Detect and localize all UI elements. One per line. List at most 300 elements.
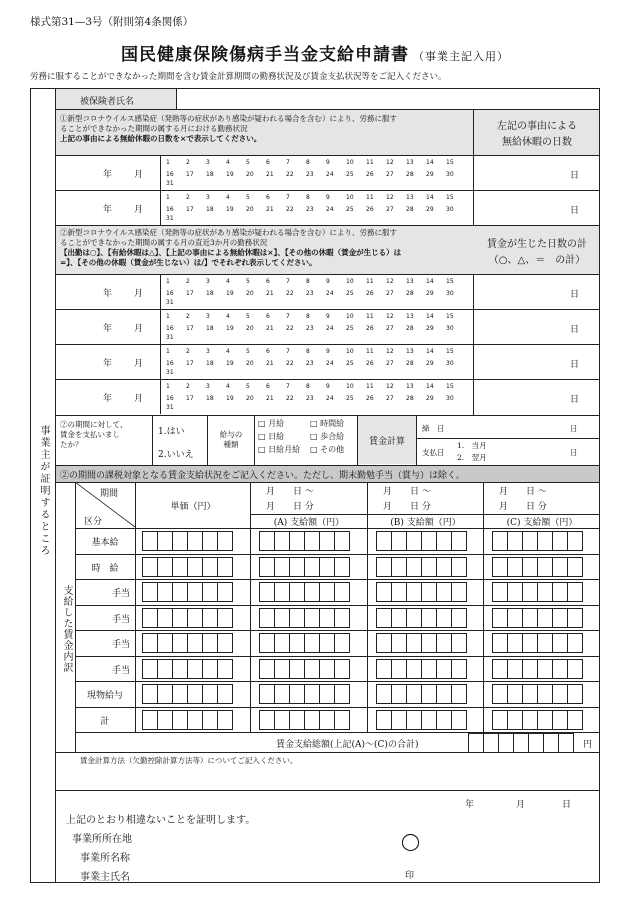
cal-day[interactable]: 26 (366, 205, 374, 213)
cal-day[interactable]: 18 (206, 359, 214, 367)
cal-day[interactable]: 13 (406, 347, 414, 355)
cal-day[interactable]: 5 (246, 312, 250, 320)
unit-price-label: 単価（円） (170, 502, 216, 512)
cal-day[interactable]: 11 (366, 193, 374, 201)
cal-day[interactable]: 1 (166, 382, 170, 390)
cal-month: 月 (134, 359, 144, 369)
cal-day[interactable]: 29 (426, 170, 434, 178)
total-amount-boxes[interactable] (468, 733, 573, 753)
cal-day[interactable]: 26 (366, 359, 374, 367)
cal-day[interactable]: 18 (206, 170, 214, 178)
payday-option-next[interactable]: 2. 翌月 (457, 453, 487, 462)
cal-day[interactable]: 7 (286, 312, 290, 320)
cal-day[interactable]: 28 (406, 394, 414, 402)
cal-day[interactable]: 21 (266, 359, 274, 367)
amount-boxes[interactable] (259, 659, 349, 679)
wage-kind-col-1[interactable]: □ 月給 □ 日給 □ 日給月給 (258, 419, 301, 454)
sec2-right-header: 賃金が生じた日数の計 （○、△、＝ の計） (487, 239, 587, 266)
divider (160, 344, 161, 379)
pay-question: ②の期間に対して、 賃金を支払いまし たか？ (60, 420, 128, 449)
cal-day[interactable]: 8 (306, 347, 310, 355)
cal-day[interactable]: 10 (346, 277, 354, 285)
cal-day[interactable]: 24 (326, 324, 334, 332)
cal-year: 年 (103, 289, 113, 299)
cal-day[interactable]: 1 (166, 312, 170, 320)
cal-day[interactable]: 23 (306, 324, 314, 332)
cal-day[interactable]: 6 (266, 347, 270, 355)
insured-name-field[interactable] (178, 90, 598, 108)
amount-boxes[interactable] (492, 684, 582, 704)
cal-day[interactable]: 31 (166, 404, 174, 411)
cal-day[interactable]: 2 (186, 382, 190, 390)
cal-day[interactable]: 17 (186, 289, 194, 297)
cal-day[interactable]: 27 (386, 394, 394, 402)
owner-name-label: 事業主氏名 (80, 872, 130, 883)
cal-day[interactable]: 22 (286, 359, 294, 367)
cal-day[interactable]: 7 (286, 347, 290, 355)
amount-boxes[interactable] (259, 684, 349, 704)
cal-day[interactable]: 27 (386, 324, 394, 332)
cal-day[interactable]: 10 (346, 193, 354, 201)
cal-day[interactable]: 25 (346, 359, 354, 367)
divider (75, 707, 600, 708)
amount-boxes[interactable] (492, 633, 582, 653)
col-b-date-from: 月 日 〜 (383, 487, 431, 497)
cal-day[interactable]: 7 (286, 193, 290, 201)
amount-boxes[interactable] (259, 557, 349, 577)
cal-day[interactable]: 5 (246, 347, 250, 355)
wage-row-label: 時 給 (91, 563, 119, 574)
cal-day[interactable]: 2 (186, 347, 190, 355)
cal-day[interactable]: 15 (446, 347, 454, 355)
cal-day[interactable]: 22 (286, 205, 294, 213)
amount-boxes[interactable] (376, 659, 466, 679)
seal-mark: 印 (405, 871, 415, 881)
cal-day[interactable]: 19 (226, 359, 234, 367)
cal-day[interactable]: 1 (166, 193, 170, 201)
cal-day[interactable]: 11 (366, 277, 374, 285)
cal-day[interactable]: 21 (266, 170, 274, 178)
cal-day[interactable]: 7 (286, 277, 290, 285)
amount-boxes[interactable] (492, 582, 582, 602)
form-number: 様式第31—3号（附則第4条関係） (30, 16, 194, 28)
cal-day[interactable]: 27 (386, 170, 394, 178)
amount-boxes[interactable] (259, 582, 349, 602)
cal-day[interactable]: 3 (206, 277, 210, 285)
cal-day[interactable]: 4 (226, 158, 230, 166)
cal-day[interactable]: 20 (246, 324, 254, 332)
cal-day[interactable]: 23 (306, 170, 314, 178)
closing-day-unit: 日 (570, 424, 578, 433)
divider (160, 190, 161, 225)
instruction-text: 労務に服することができなかった期間を含む賃金計算期間の勤務状況及び賃金支払状況等をご記入ください。 (30, 72, 447, 82)
wage-row-label: 計 (100, 716, 110, 727)
cal-day[interactable]: 29 (426, 359, 434, 367)
amount-boxes[interactable] (376, 710, 466, 730)
divider (152, 415, 153, 465)
col-c-date-from: 月 日 〜 (499, 487, 547, 497)
payday-label: 支払日 (422, 448, 445, 457)
cal-day[interactable]: 28 (406, 359, 414, 367)
cal-day[interactable]: 19 (226, 289, 234, 297)
cal-day-unit: 日 (570, 395, 580, 405)
pay-yes-option[interactable]: 1.はい (158, 427, 185, 437)
amount-boxes[interactable] (142, 659, 232, 679)
amount-boxes[interactable] (142, 633, 232, 653)
cal-day[interactable]: 14 (426, 277, 434, 285)
cal-day[interactable]: 10 (346, 312, 354, 320)
cal-day[interactable]: 15 (446, 277, 454, 285)
cal-day[interactable]: 30 (446, 394, 454, 402)
cal-day[interactable]: 8 (306, 312, 310, 320)
cal-day[interactable]: 8 (306, 193, 310, 201)
cal-day[interactable]: 13 (406, 158, 414, 166)
cal-day[interactable]: 9 (326, 382, 330, 390)
cal-day[interactable]: 20 (246, 170, 254, 178)
cal-day[interactable]: 17 (186, 359, 194, 367)
cal-day[interactable]: 15 (446, 382, 454, 390)
cal-day[interactable]: 29 (426, 324, 434, 332)
cal-day[interactable]: 26 (366, 289, 374, 297)
calendar-days[interactable] (166, 191, 471, 221)
cal-day[interactable]: 4 (226, 277, 230, 285)
cal-day[interactable]: 24 (326, 394, 334, 402)
cert-statement: 上記のとおり相違ないことを証明します。 (66, 815, 256, 826)
col-a-date-to: 月 日 分 (266, 502, 314, 512)
divider (55, 790, 600, 791)
cal-day[interactable]: 27 (386, 289, 394, 297)
cal-day[interactable]: 6 (266, 312, 270, 320)
cal-day[interactable]: 10 (346, 347, 354, 355)
cal-day[interactable]: 12 (386, 382, 394, 390)
cal-day[interactable]: 13 (406, 277, 414, 285)
cal-day[interactable]: 29 (426, 289, 434, 297)
cal-day[interactable]: 2 (186, 277, 190, 285)
seal-circle-icon: ◯ (401, 832, 421, 852)
cal-day[interactable]: 10 (346, 158, 354, 166)
cal-year: 年 (103, 359, 113, 369)
wage-row-label: 手当 (111, 640, 130, 650)
cal-day[interactable]: 23 (306, 289, 314, 297)
cal-day[interactable]: 30 (446, 324, 454, 332)
wage-calc-label: 賃金計算 (368, 437, 405, 447)
cal-day[interactable]: 20 (246, 289, 254, 297)
payday-unit: 日 (570, 448, 578, 457)
calendar-days[interactable] (166, 345, 471, 375)
cal-day[interactable]: 5 (246, 158, 250, 166)
cal-day[interactable]: 6 (266, 158, 270, 166)
cal-day[interactable]: 2 (186, 158, 190, 166)
cal-day[interactable]: 21 (266, 289, 274, 297)
amount-boxes[interactable] (259, 633, 349, 653)
wage-row-label: 手当 (111, 665, 130, 676)
cert-month: 月 (516, 800, 526, 810)
cal-day[interactable]: 12 (386, 158, 394, 166)
cal-day[interactable]: 9 (326, 312, 330, 320)
cal-day[interactable]: 11 (366, 382, 374, 390)
cal-day[interactable]: 26 (366, 324, 374, 332)
cal-day[interactable]: 11 (366, 312, 374, 320)
cal-day[interactable]: 30 (446, 359, 454, 367)
divider (160, 379, 161, 414)
divider (75, 630, 600, 631)
cal-day[interactable]: 3 (206, 193, 210, 201)
cal-day[interactable]: 17 (186, 170, 194, 178)
amount-boxes[interactable] (142, 684, 232, 704)
cal-month: 月 (134, 289, 144, 299)
cal-day[interactable]: 21 (266, 324, 274, 332)
cal-day[interactable]: 28 (406, 205, 414, 213)
cal-day[interactable]: 3 (206, 312, 210, 320)
cal-day[interactable]: 15 (446, 312, 454, 320)
cal-year: 年 (103, 324, 113, 334)
cal-day[interactable]: 15 (446, 193, 454, 201)
cal-day[interactable]: 28 (406, 289, 414, 297)
cal-day[interactable]: 13 (406, 193, 414, 201)
side-label: 事業主が証明するところ (38, 425, 49, 557)
cal-day[interactable]: 16 (166, 324, 174, 332)
cal-day[interactable]: 22 (286, 324, 294, 332)
cal-day[interactable]: 6 (266, 277, 270, 285)
cert-day: 日 (562, 800, 572, 810)
amount-boxes[interactable] (259, 531, 349, 551)
cal-day[interactable]: 29 (426, 205, 434, 213)
cal-day[interactable]: 1 (166, 277, 170, 285)
cal-day[interactable]: 31 (166, 299, 174, 306)
cal-day[interactable]: 14 (426, 312, 434, 320)
cal-day[interactable]: 23 (306, 205, 314, 213)
cal-day[interactable]: 30 (446, 205, 454, 213)
cal-day[interactable]: 2 (186, 193, 190, 201)
cal-day[interactable]: 3 (206, 158, 210, 166)
wage-row-label: 手当 (111, 614, 130, 625)
cal-day[interactable]: 25 (346, 289, 354, 297)
amount-boxes[interactable] (492, 608, 582, 628)
cal-day[interactable]: 24 (326, 359, 334, 367)
cal-day[interactable]: 4 (226, 382, 230, 390)
cal-day[interactable]: 23 (306, 359, 314, 367)
amount-boxes[interactable] (142, 710, 232, 730)
calendar-days[interactable] (166, 310, 471, 340)
cal-day[interactable]: 22 (286, 170, 294, 178)
divider (254, 415, 255, 465)
cal-day[interactable]: 26 (366, 170, 374, 178)
cal-day[interactable]: 23 (306, 394, 314, 402)
cal-day[interactable]: 17 (186, 324, 194, 332)
amount-boxes[interactable] (492, 557, 582, 577)
amount-boxes[interactable] (142, 608, 232, 628)
cal-day[interactable]: 11 (366, 347, 374, 355)
divider (75, 554, 600, 555)
cal-day[interactable]: 12 (386, 312, 394, 320)
divider (75, 528, 600, 529)
cal-day[interactable]: 5 (246, 277, 250, 285)
cal-day[interactable]: 18 (206, 394, 214, 402)
cal-day[interactable]: 6 (266, 382, 270, 390)
cal-day[interactable]: 31 (166, 334, 174, 341)
amount-boxes[interactable] (492, 531, 582, 551)
divider (75, 656, 600, 657)
cal-day[interactable]: 20 (246, 205, 254, 213)
wage-kind-label: 給与の 種類 (219, 430, 243, 449)
total-yen-unit: 円 (583, 740, 593, 750)
office-address-label: 事業所所在地 (72, 834, 132, 845)
payday-option-current[interactable]: 1. 当月 (457, 441, 487, 450)
cal-day[interactable]: 5 (246, 193, 250, 201)
amount-boxes[interactable] (492, 710, 582, 730)
cal-day[interactable]: 8 (306, 382, 310, 390)
cal-day[interactable]: 10 (346, 382, 354, 390)
cal-day[interactable]: 16 (166, 205, 174, 213)
cal-month: 月 (134, 394, 144, 404)
cal-day[interactable]: 25 (346, 324, 354, 332)
col-b-date-to: 月 日 分 (383, 502, 431, 512)
cal-day[interactable]: 29 (426, 394, 434, 402)
amount-boxes[interactable] (142, 557, 232, 577)
amount-boxes[interactable] (376, 531, 466, 551)
cal-day[interactable]: 14 (426, 193, 434, 201)
cal-day[interactable]: 24 (326, 205, 334, 213)
cal-day[interactable]: 17 (186, 394, 194, 402)
cal-day[interactable]: 3 (206, 347, 210, 355)
cal-day[interactable]: 31 (166, 215, 174, 222)
cal-day[interactable]: 19 (226, 324, 234, 332)
cal-day[interactable]: 1 (166, 158, 170, 166)
cal-day[interactable]: 27 (386, 359, 394, 367)
cal-year: 年 (103, 394, 113, 404)
cal-day[interactable]: 13 (406, 382, 414, 390)
cal-day[interactable]: 9 (326, 347, 330, 355)
cal-day[interactable]: 17 (186, 205, 194, 213)
cal-day[interactable]: 25 (346, 205, 354, 213)
cal-day[interactable]: 18 (206, 205, 214, 213)
amount-boxes[interactable] (376, 608, 466, 628)
cal-day[interactable]: 9 (326, 158, 330, 166)
calendar-days[interactable] (166, 380, 471, 410)
amount-boxes[interactable] (142, 582, 232, 602)
cal-day[interactable]: 16 (166, 359, 174, 367)
cal-day[interactable]: 16 (166, 394, 174, 402)
cal-day[interactable]: 11 (366, 158, 374, 166)
calendar-days[interactable] (166, 275, 471, 305)
cal-day[interactable]: 7 (286, 382, 290, 390)
cal-day[interactable]: 15 (446, 158, 454, 166)
cal-day[interactable]: 20 (246, 359, 254, 367)
cal-day[interactable]: 20 (246, 394, 254, 402)
cal-day[interactable]: 21 (266, 394, 274, 402)
cal-day[interactable]: 26 (366, 394, 374, 402)
cal-day-unit: 日 (570, 360, 580, 370)
cal-day[interactable]: 31 (166, 180, 174, 187)
cal-day[interactable]: 30 (446, 170, 454, 178)
cal-day[interactable]: 31 (166, 369, 174, 376)
cal-day[interactable]: 22 (286, 289, 294, 297)
divider (55, 415, 600, 416)
cal-day[interactable]: 24 (326, 289, 334, 297)
cal-day[interactable]: 19 (226, 205, 234, 213)
divider (416, 415, 417, 465)
office-name-label: 事業所名称 (80, 853, 130, 864)
amount-boxes[interactable] (142, 531, 232, 551)
cal-day[interactable]: 19 (226, 170, 234, 178)
cal-day[interactable]: 8 (306, 277, 310, 285)
pay-no-option[interactable]: 2.いいえ (158, 450, 194, 460)
cal-day[interactable]: 24 (326, 170, 334, 178)
cal-day[interactable]: 12 (386, 193, 394, 201)
wage-row-label: 手当 (111, 589, 130, 599)
calc-method-label: 賃金計算方法（欠勤控除計算方法等）についてご記入ください。 (80, 756, 298, 765)
amount-boxes[interactable] (259, 710, 349, 730)
cal-day[interactable]: 4 (226, 193, 230, 201)
cal-day[interactable]: 4 (226, 347, 230, 355)
category-label: 区分 (84, 517, 103, 527)
cal-day[interactable]: 28 (406, 170, 414, 178)
cal-day[interactable]: 7 (286, 158, 290, 166)
amount-boxes[interactable] (376, 684, 466, 704)
cal-day[interactable]: 25 (346, 394, 354, 402)
wage-kind-col-2[interactable]: □ 時間給 □ 歩合給 □ その他 (310, 419, 345, 454)
amount-boxes[interactable] (376, 557, 466, 577)
cal-day[interactable]: 4 (226, 312, 230, 320)
cal-day[interactable]: 27 (386, 205, 394, 213)
cal-day[interactable]: 21 (266, 205, 274, 213)
cal-day[interactable]: 12 (386, 277, 394, 285)
cal-day[interactable]: 16 (166, 289, 174, 297)
cal-day[interactable]: 16 (166, 170, 174, 178)
cal-day[interactable]: 5 (246, 382, 250, 390)
cal-day[interactable]: 6 (266, 193, 270, 201)
col-c-date-to: 月 日 分 (499, 502, 547, 512)
divider (55, 88, 56, 883)
total-label: 賃金支給総額(上記(A)〜(C)の合計) (276, 740, 419, 750)
cal-day-unit: 日 (570, 206, 580, 216)
cal-day[interactable]: 30 (446, 289, 454, 297)
amount-boxes[interactable] (376, 582, 466, 602)
cal-day[interactable]: 9 (326, 277, 330, 285)
amount-boxes[interactable] (259, 608, 349, 628)
divider (176, 88, 177, 109)
calc-method-field[interactable] (80, 768, 595, 786)
cal-day[interactable]: 9 (326, 193, 330, 201)
title-suffix: （事業主記入用） (413, 50, 509, 63)
amount-boxes[interactable] (492, 659, 582, 679)
cal-day[interactable]: 8 (306, 158, 310, 166)
sec1-right-header: 左記の事由による 無給休暇の日数 (497, 121, 577, 148)
cal-day[interactable]: 14 (426, 347, 434, 355)
cal-day[interactable]: 14 (426, 158, 434, 166)
col-a-date-from: 月 日 〜 (266, 487, 314, 497)
amount-boxes[interactable] (376, 633, 466, 653)
insured-name-label: 被保険者氏名 (80, 97, 135, 107)
calendar-days[interactable] (166, 156, 471, 186)
cal-day[interactable]: 22 (286, 394, 294, 402)
cal-day[interactable]: 18 (206, 324, 214, 332)
cal-day[interactable]: 3 (206, 382, 210, 390)
col-a-header: (A) 支給額（円） (273, 518, 345, 528)
wage-row-label: 現物給与 (86, 691, 123, 701)
cal-day[interactable]: 14 (426, 382, 434, 390)
cal-day[interactable]: 25 (346, 170, 354, 178)
cal-day[interactable]: 28 (406, 324, 414, 332)
closing-day-label: 締 日 (422, 424, 445, 433)
cal-day[interactable]: 13 (406, 312, 414, 320)
cal-day[interactable]: 2 (186, 312, 190, 320)
cal-day[interactable]: 19 (226, 394, 234, 402)
divider (75, 579, 600, 580)
cal-day[interactable]: 18 (206, 289, 214, 297)
cal-day[interactable]: 1 (166, 347, 170, 355)
cal-day[interactable]: 12 (386, 347, 394, 355)
